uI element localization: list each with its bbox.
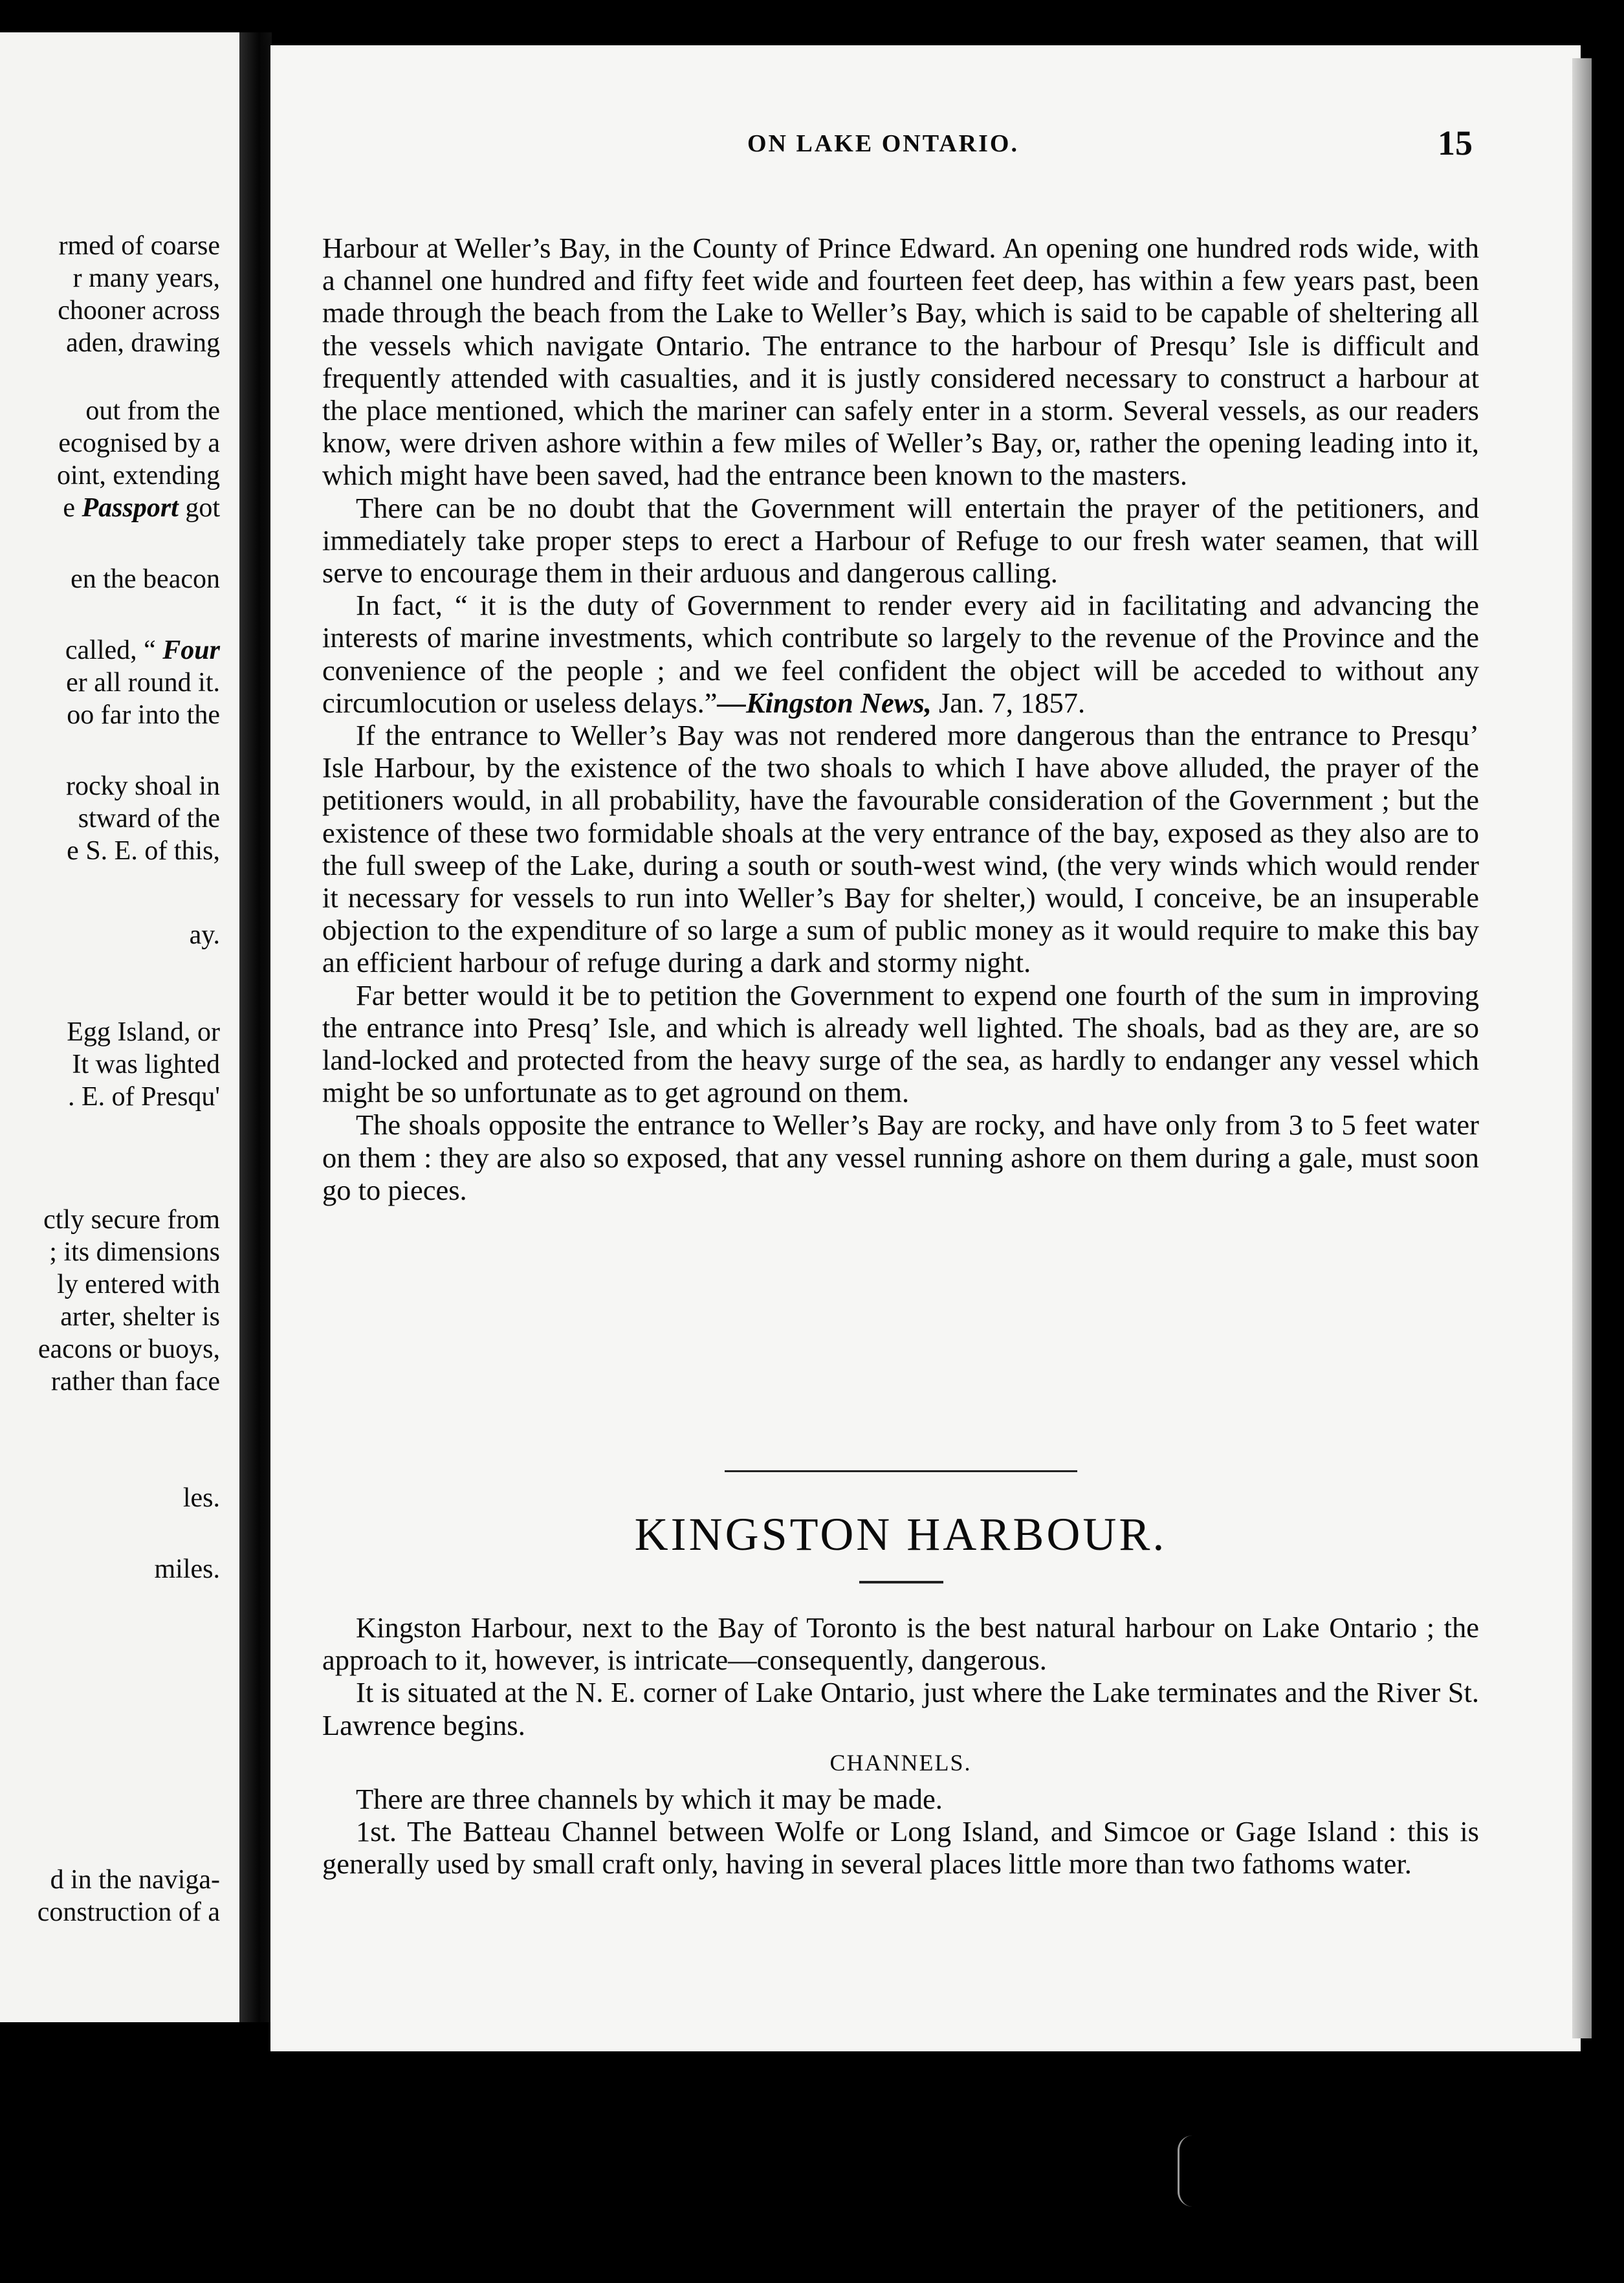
page-number: 15 — [1438, 124, 1473, 162]
title-underline — [859, 1581, 943, 1583]
previous-page-line: construction of a — [37, 1897, 220, 1927]
section-divider — [725, 1470, 1077, 1472]
previous-page-line: eacons or buoys, — [38, 1334, 220, 1364]
quotation-text: In fact, “ it is the duty of Government to render every aid in facilitating and advancing the interests of marine investments, which contribute so largely to the revenue of the Province and the convenience of the people ; and we feel confident the object will be acceded to without any circumlocution or useless delays.” — [322, 589, 1479, 719]
margin-mark — [1178, 2135, 1192, 2207]
previous-page-line: en the beacon — [71, 564, 220, 594]
previous-page-line: d in the naviga- — [50, 1865, 220, 1895]
previous-page-line: e S. E. of this, — [67, 836, 220, 866]
previous-page-line: arter, shelter is — [60, 1302, 220, 1332]
previous-page-line: ly entered with — [57, 1270, 220, 1299]
previous-page-fragment — [0, 32, 239, 2022]
paragraph-2: There can be no doubt that the Government will entertain the prayer of the petitioners, and immediately take proper steps to erect a Harbour of Refuge to our fresh water seamen, that will serve to encourage them in their arduous and dangerous calling. — [322, 491, 1479, 590]
channels-paragraph-2: 1st. The Batteau Channel between Wolfe or Long Island, and Simcoe or Gage Island : this is generally used by small craft only, having in several places little more than two fathoms water. — [322, 1815, 1479, 1880]
previous-page-line: les. — [182, 1483, 220, 1513]
quotation-source: —Kingston News, — [717, 686, 932, 719]
previous-page-line: Egg Island, or — [67, 1017, 220, 1047]
paragraph-5: Far better would it be to petition the Government to expend one fourth of the sum in improving the entrance into Presq’ Isle, and which is already well lighted. The shoals, bad as they are, are so land-locked and protected from the heavy surge of the sea, as hardly to endanger any vessel which might be so unfortunate as to get aground on them. — [322, 978, 1479, 1109]
previous-page-line: rather than face — [50, 1367, 220, 1396]
previous-page-line: ; its dimensions — [49, 1237, 220, 1267]
previous-page-line: er all round it. — [66, 668, 220, 698]
book-gutter-shadow — [239, 32, 272, 2022]
previous-page-line: It was lighted — [72, 1050, 220, 1079]
section-paragraph-2: It is situated at the N. E. corner of Lake Ontario, just where the Lake terminates and the River St. Lawrence begins. — [322, 1676, 1479, 1741]
paragraph-4: If the entrance to Weller’s Bay was not rendered more dangerous than the entrance to Presqu’ Isle Harbour, by the existence of the two shoals to which I have above alluded, the prayer of the petitioners would, in all probability, have the favourable consideration of the Government ; but the existence of these two formidable shoals at the very entrance of the bay, exposed as they also are to the full sweep of the Lake, during a south or south-west wind, (the very winds which would render it necessary for vessels to run into Weller’s Bay for shelter,) would, I conceive, be an insuperable objection to the expenditure of so large a sum of public money as it would require to make this bay an efficient harbour of refuge during a dark and stormy night. — [322, 719, 1479, 979]
channels-paragraph-1: There are three channels by which it may be made. — [356, 1783, 943, 1816]
paragraph-1: Harbour at Weller’s Bay, in the County of Prince Edward. An opening one hundred rods wide, with a channel one hundred and fifty feet wide and fourteen feet deep, has within a few years past, been made through the beach from the Lake to Weller’s Bay, which is said to be capable of sheltering all the vessels which navigate Ontario. The entrance to the harbour of Presqu’ Isle is difficult and frequently attended with casualties, and it is justly considered necessary to construct a harbour at the place mentioned, which the mariner can safely enter in a storm. Several vessels, as our readers know, were driven ashore within a few miles of Weller’s Bay, or, rather the opening leading into it, which might have been saved, had the entrance been known to the masters. — [322, 232, 1479, 492]
section-paragraph-1: Kingston Harbour, next to the Bay of Toronto is the best natural harbour on Lake Ontario ; the approach to it, however, is intricate—consequently, dangerous. — [322, 1611, 1479, 1677]
previous-page-line: out from the — [85, 396, 220, 426]
previous-page-line: oo far into the — [67, 700, 220, 730]
previous-page-line: oint, extending — [57, 461, 220, 491]
previous-page-line: stward of the — [78, 804, 220, 833]
previous-page-line: rmed of coarse — [58, 231, 220, 261]
previous-page-line: miles. — [154, 1554, 220, 1584]
quotation-date: Jan. 7, 1857. — [931, 686, 1086, 719]
section-title: KINGSTON HARBOUR. — [634, 1508, 1167, 1560]
previous-page-line: rocky shoal in — [66, 771, 220, 801]
body-text — [322, 232, 1479, 1206]
channels-subheading: CHANNELS. — [829, 1749, 972, 1776]
previous-page-line: ay. — [189, 920, 220, 950]
previous-page-line: called, “ Four — [65, 635, 220, 665]
previous-page-line: r many years, — [72, 263, 220, 293]
paragraph-3 — [322, 589, 1479, 719]
previous-page-line: e Passport got — [63, 493, 220, 523]
previous-page-line: ctly secure from — [43, 1205, 220, 1235]
previous-page-line: aden, drawing — [66, 328, 220, 358]
paragraph-6: The shoals opposite the entrance to Weller’s Bay are rocky, and have only from 3 to 5 feet water on them : they are also so exposed, that any vessel running ashore on them during a gale, must soon go to pieces. — [322, 1108, 1479, 1206]
previous-page-line: ecognised by a — [58, 428, 220, 458]
previous-page-line: . E. of Presqu' — [67, 1082, 220, 1112]
section-text — [322, 1611, 1479, 1880]
previous-page-line: chooner across — [58, 296, 220, 325]
running-title: ON LAKE ONTARIO. — [747, 130, 1019, 157]
page-edge — [1572, 58, 1592, 2038]
